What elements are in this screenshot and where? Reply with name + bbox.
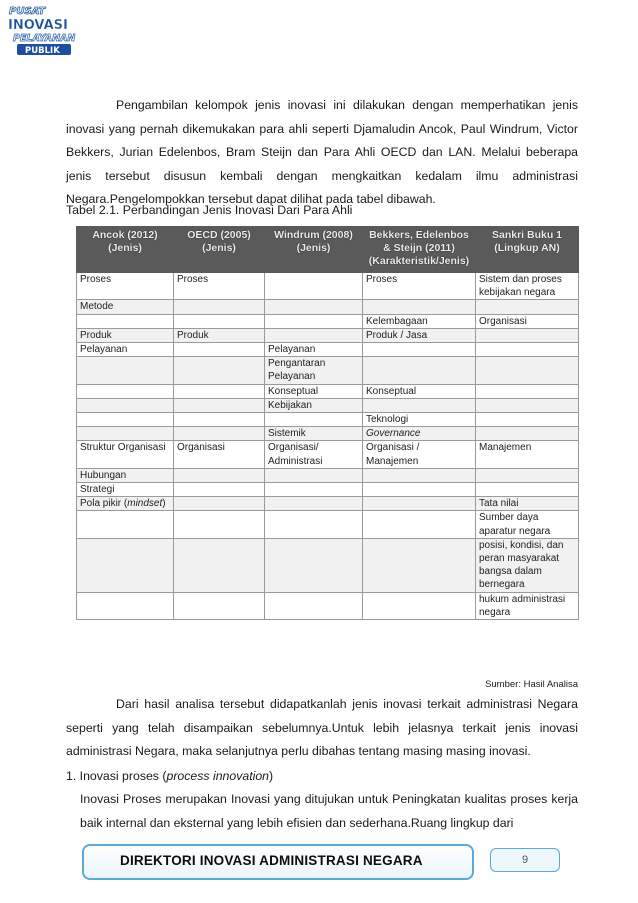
table-cell: Tata nilai (476, 497, 579, 511)
table-cell (363, 483, 476, 497)
table-cell (174, 468, 265, 482)
table-row (77, 384, 579, 398)
table-cell (476, 468, 579, 482)
logo-graphic (3, 3, 103, 57)
footer-title: DIREKTORI INOVASI ADMINISTRASI NEGARA (120, 853, 423, 868)
table-cell: Proses (77, 273, 174, 300)
logo-text-pusat: PUSAT (9, 6, 46, 17)
header-bekkers: Bekkers, Edelenbos & Steijn (2011) (Karakteristik/Jenis) (363, 227, 476, 273)
table-cell (476, 413, 579, 427)
table-cell (363, 398, 476, 412)
table-cell: Governance (363, 427, 476, 441)
table-source: Sumber: Hasil Analisa (485, 679, 578, 690)
table-cell (77, 384, 174, 398)
header-sankri: Sankri Buku 1 (Lingkup AN) (476, 227, 579, 273)
table-cell (265, 497, 363, 511)
table-cell (265, 273, 363, 300)
table-cell (174, 592, 265, 619)
table-cell (174, 497, 265, 511)
table-cell (174, 398, 265, 412)
table-cell (77, 592, 174, 619)
page-footer (82, 844, 582, 880)
table-cell (174, 538, 265, 592)
table-cell (265, 592, 363, 619)
heading-suffix: ) (269, 769, 274, 783)
header-ancok: Ancok (2012) (Jenis) (77, 227, 174, 273)
header-windrum: Windrum (2008) (Jenis) (265, 227, 363, 273)
table-row (77, 343, 579, 357)
table-cell (174, 413, 265, 427)
table-row (77, 273, 579, 300)
table-cell (174, 343, 265, 357)
table-cell: posisi, kondisi, dan peran masyarakat bangsa dalam bernegara (476, 538, 579, 592)
table-cell: Sistemik (265, 427, 363, 441)
table-cell (265, 328, 363, 342)
table-cell: Sistem dan proses kebijakan negara (476, 273, 579, 300)
table-cell (265, 300, 363, 314)
process-innovation-paragraph: Inovasi Proses merupakan Inovasi yang ditujukan untuk Peningkatan kualitas proses kerja baik internal dan eksternal yang lebih efisien dan sederhana.Ruang lingkup dari (80, 792, 578, 830)
table-cell: Pola pikir (mindset) (77, 497, 174, 511)
table-cell (265, 314, 363, 328)
table-row (77, 468, 579, 482)
table-cell (476, 328, 579, 342)
table-cell (77, 427, 174, 441)
table-cell (265, 413, 363, 427)
table-cell (363, 497, 476, 511)
table-cell (174, 483, 265, 497)
analysis-paragraph: Dari hasil analisa tersebut didapatkanlah jenis inovasi terkait administrasi Negara seperti yang telah disampaikan sebelumnya.Untuk lebih jelasnya terkait jenis inovasi administrasi Negara, maka selanjutnya perlu dibahas tentang masing masing inovasi. (66, 697, 578, 758)
table-cell: Produk / Jasa (363, 328, 476, 342)
table-cell: hukum administrasi negara (476, 592, 579, 619)
table-row (77, 592, 579, 619)
table-cell (77, 398, 174, 412)
page-number: 9 (490, 848, 560, 872)
table-cell (265, 468, 363, 482)
table-cell: Sumber daya aparatur negara (476, 511, 579, 538)
table-cell: Organisasi (476, 314, 579, 328)
logo-text-pelayanan: PELAYANAN (13, 33, 76, 44)
table-cell: Struktur Organisasi (77, 441, 174, 468)
table-cell (476, 300, 579, 314)
table-cell: Strategi (77, 483, 174, 497)
table-cell: Metode (77, 300, 174, 314)
table-cell (363, 357, 476, 384)
table-cell: Proses (363, 273, 476, 300)
table-cell (77, 538, 174, 592)
table-cell: Kebijakan (265, 398, 363, 412)
table-cell: Produk (174, 328, 265, 342)
table-cell (174, 300, 265, 314)
pusat-inovasi-logo (3, 3, 103, 57)
table-row (77, 300, 579, 314)
heading-italic: process innovation (166, 769, 270, 783)
innovation-comparison-table (76, 226, 579, 620)
table-cell (476, 357, 579, 384)
table-cell (476, 483, 579, 497)
logo-text-publik: PUBLIK (25, 46, 60, 56)
table-cell (174, 511, 265, 538)
table-row (77, 328, 579, 342)
table-row (77, 398, 579, 412)
table-cell (174, 314, 265, 328)
table-cell: Pelayanan (265, 343, 363, 357)
table-cell: Konseptual (265, 384, 363, 398)
table-row (77, 441, 579, 468)
table-row (77, 427, 579, 441)
table-row (77, 357, 579, 384)
table-cell (363, 592, 476, 619)
table-cell (363, 300, 476, 314)
table-cell: Organisasi (174, 441, 265, 468)
table-cell (174, 427, 265, 441)
table-row (77, 413, 579, 427)
table-cell: Konseptual (363, 384, 476, 398)
table-cell (265, 483, 363, 497)
header-oecd: OECD (2005) (Jenis) (174, 227, 265, 273)
table-caption: Tabel 2.1. Perbandingan Jenis Inovasi Dari Para Ahli (66, 203, 353, 217)
table-row (77, 483, 579, 497)
table-cell (174, 384, 265, 398)
table-cell (476, 427, 579, 441)
table-cell (476, 398, 579, 412)
logo-text-inovasi: INOVASI (8, 18, 68, 33)
table-cell: Teknologi (363, 413, 476, 427)
table-cell (265, 511, 363, 538)
table-cell (363, 511, 476, 538)
table-cell (77, 357, 174, 384)
table-cell: Pelayanan (77, 343, 174, 357)
table-cell (265, 538, 363, 592)
table-header-row (77, 227, 579, 273)
table-cell: Organisasi/ Administrasi (265, 441, 363, 468)
table-cell: Proses (174, 273, 265, 300)
heading-prefix: 1. Inovasi proses ( (66, 769, 167, 783)
table-cell (174, 357, 265, 384)
table-cell (363, 538, 476, 592)
table-cell (363, 343, 476, 357)
table-cell: Produk (77, 328, 174, 342)
table-cell (363, 468, 476, 482)
table-cell: Kelembagaan (363, 314, 476, 328)
table-cell (77, 511, 174, 538)
table-cell (476, 384, 579, 398)
table-cell (476, 343, 579, 357)
table-cell: Manajemen (476, 441, 579, 468)
table-row (77, 314, 579, 328)
section-heading-process-innovation (66, 765, 273, 789)
table-row (77, 511, 579, 538)
table-cell: Hubungan (77, 468, 174, 482)
table-row (77, 497, 579, 511)
table-cell: Pengantaran Pelayanan (265, 357, 363, 384)
table-cell (77, 314, 174, 328)
table-cell: Organisasi / Manajemen (363, 441, 476, 468)
table-row (77, 538, 579, 592)
intro-paragraph: Pengambilan kelompok jenis inovasi ini dilakukan dengan memperhatikan jenis inovasi yang pernah dikemukakan para ahli seperti Djamaludin Ancok, Paul Windrum, Victor Bekkers, Jurian Edelenbos, Bram Steijn dan Para Ahli OECD dan LAN. Melalui beberapa jenis tersebut disusun kembali dengan mengkaitkan kedalam ilmu administrasi Negara.Pengelompokkan tersebut dapat dilihat pada tabel dibawah. (66, 98, 578, 206)
table-cell (77, 413, 174, 427)
